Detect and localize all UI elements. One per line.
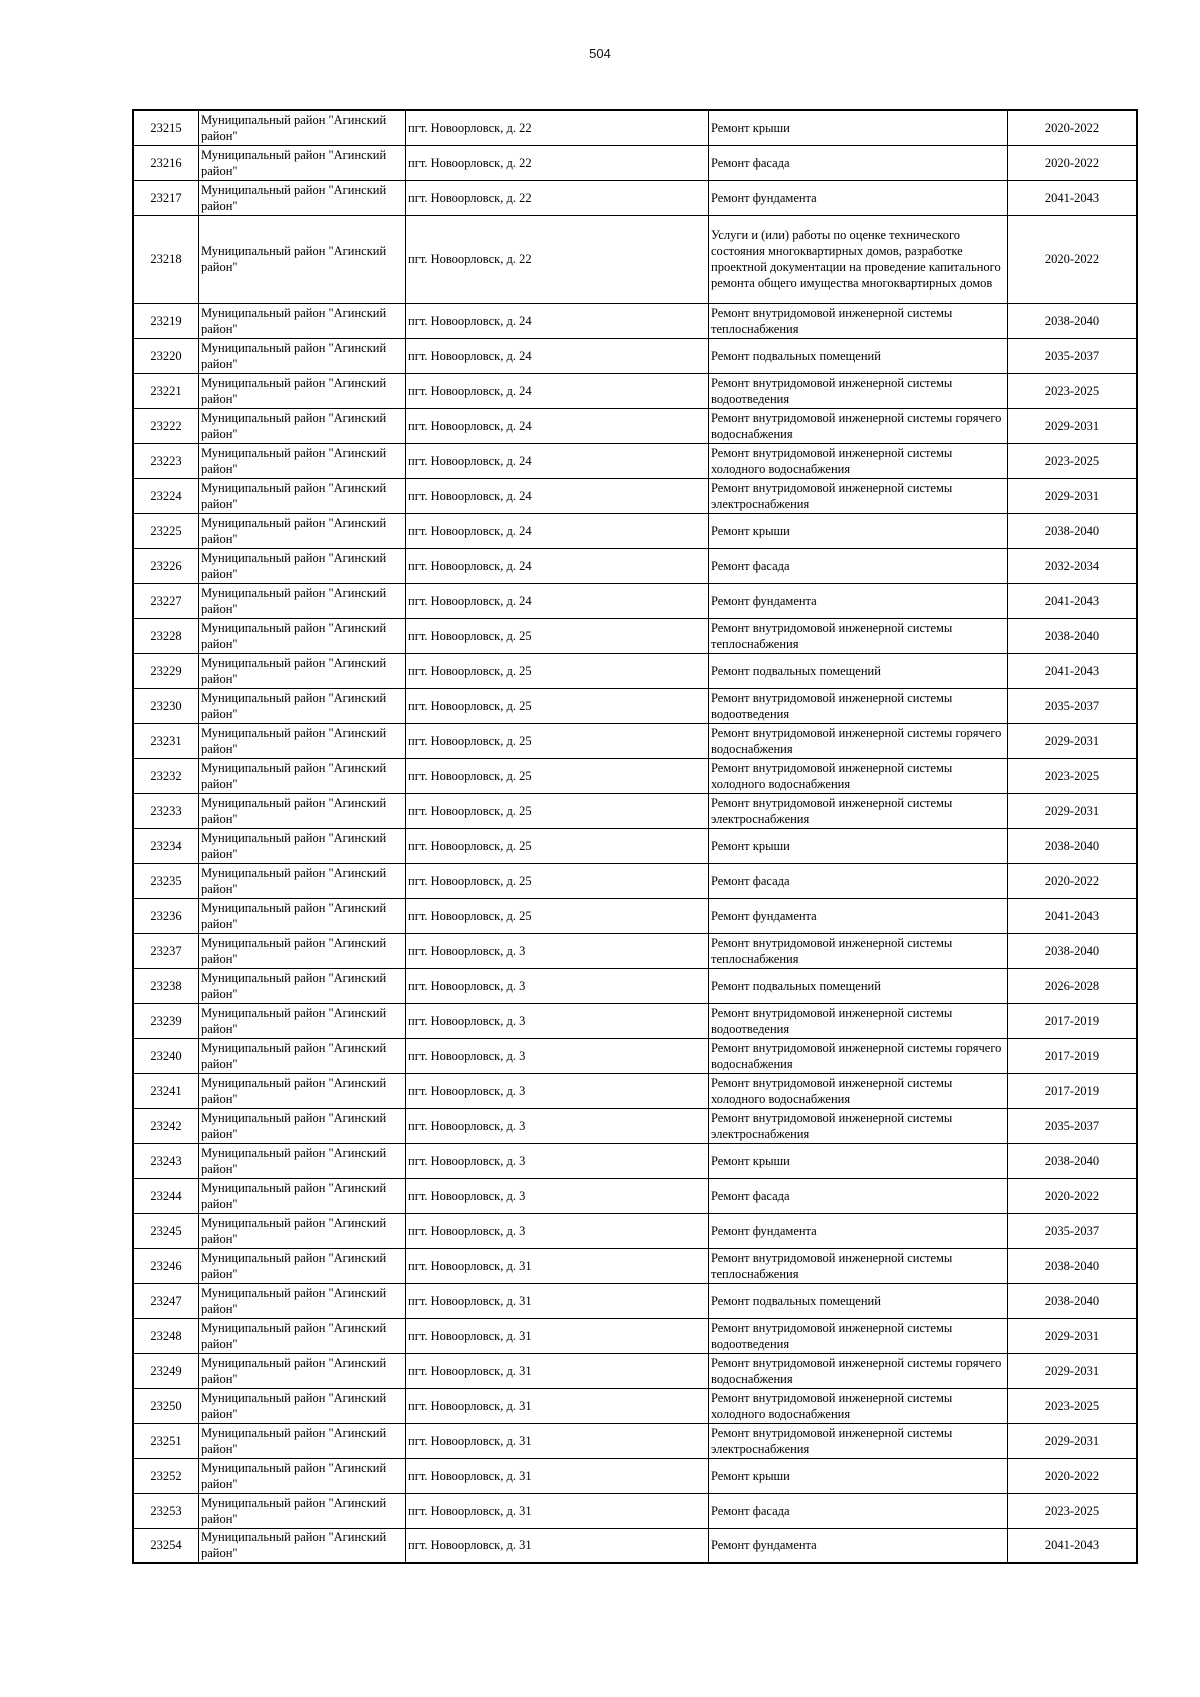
work-type-cell: Ремонт фундамента [709, 180, 1008, 215]
table-row [133, 443, 1137, 478]
work-type-cell: Ремонт внутридомовой инженерной системы водоотведения [709, 688, 1008, 723]
work-type-cell: Ремонт внутридомовой инженерной системы горячего водоснабжения [709, 723, 1008, 758]
row-number-cell: 23242 [133, 1108, 199, 1143]
municipality-cell: Муниципальный район "Агинский район" [199, 968, 406, 1003]
address-cell: пгт. Новоорловск, д. 31 [406, 1283, 709, 1318]
municipality-cell: Муниципальный район "Агинский район" [199, 583, 406, 618]
work-type-cell: Ремонт внутридомовой инженерной системы горячего водоснабжения [709, 1038, 1008, 1073]
work-type-cell: Ремонт внутридомовой инженерной системы электроснабжения [709, 793, 1008, 828]
row-number-cell: 23221 [133, 373, 199, 408]
municipality-cell: Муниципальный район "Агинский район" [199, 828, 406, 863]
address-cell: пгт. Новоорловск, д. 25 [406, 898, 709, 933]
municipality-cell: Муниципальный район "Агинский район" [199, 1318, 406, 1353]
period-cell: 2023-2025 [1008, 443, 1138, 478]
municipality-cell: Муниципальный район "Агинский район" [199, 408, 406, 443]
row-number-cell: 23250 [133, 1388, 199, 1423]
period-cell: 2032-2034 [1008, 548, 1138, 583]
period-cell: 2038-2040 [1008, 1143, 1138, 1178]
row-number-cell: 23244 [133, 1178, 199, 1213]
period-cell: 2020-2022 [1008, 215, 1138, 303]
period-cell: 2038-2040 [1008, 513, 1138, 548]
row-number-cell: 23216 [133, 145, 199, 180]
address-cell: пгт. Новоорловск, д. 24 [406, 443, 709, 478]
address-cell: пгт. Новоорловск, д. 3 [406, 1178, 709, 1213]
row-number-cell: 23251 [133, 1423, 199, 1458]
address-cell: пгт. Новоорловск, д. 25 [406, 618, 709, 653]
row-number-cell: 23241 [133, 1073, 199, 1108]
row-number-cell: 23252 [133, 1458, 199, 1493]
address-cell: пгт. Новоорловск, д. 25 [406, 828, 709, 863]
work-type-cell: Ремонт внутридомовой инженерной системы водоотведения [709, 1318, 1008, 1353]
address-cell: пгт. Новоорловск, д. 31 [406, 1458, 709, 1493]
work-type-cell: Ремонт крыши [709, 513, 1008, 548]
period-cell: 2038-2040 [1008, 1248, 1138, 1283]
work-type-cell: Ремонт внутридомовой инженерной системы теплоснабжения [709, 1248, 1008, 1283]
address-cell: пгт. Новоорловск, д. 3 [406, 1213, 709, 1248]
table-row [133, 408, 1137, 443]
municipality-cell: Муниципальный район "Агинский район" [199, 215, 406, 303]
table-row [133, 1493, 1137, 1528]
table-row [133, 653, 1137, 688]
municipality-cell: Муниципальный район "Агинский район" [199, 863, 406, 898]
row-number-cell: 23246 [133, 1248, 199, 1283]
period-cell: 2023-2025 [1008, 1388, 1138, 1423]
period-cell: 2035-2037 [1008, 1213, 1138, 1248]
address-cell: пгт. Новоорловск, д. 25 [406, 863, 709, 898]
municipality-cell: Муниципальный район "Агинский район" [199, 793, 406, 828]
address-cell: пгт. Новоорловск, д. 22 [406, 145, 709, 180]
work-type-cell: Ремонт крыши [709, 1458, 1008, 1493]
row-number-cell: 23254 [133, 1528, 199, 1563]
table-row [133, 478, 1137, 513]
period-cell: 2041-2043 [1008, 180, 1138, 215]
row-number-cell: 23230 [133, 688, 199, 723]
work-type-cell: Ремонт фундамента [709, 583, 1008, 618]
table-row [133, 1248, 1137, 1283]
municipality-cell: Муниципальный район "Агинский район" [199, 1248, 406, 1283]
row-number-cell: 23253 [133, 1493, 199, 1528]
row-number-cell: 23233 [133, 793, 199, 828]
municipality-cell: Муниципальный район "Агинский район" [199, 373, 406, 408]
municipality-cell: Муниципальный район "Агинский район" [199, 618, 406, 653]
address-cell: пгт. Новоорловск, д. 24 [406, 408, 709, 443]
row-number-cell: 23219 [133, 303, 199, 338]
period-cell: 2035-2037 [1008, 688, 1138, 723]
row-number-cell: 23240 [133, 1038, 199, 1073]
municipality-cell: Муниципальный район "Агинский район" [199, 1003, 406, 1038]
table-row [133, 1528, 1137, 1563]
repair-schedule-table [132, 109, 1138, 1564]
period-cell: 2038-2040 [1008, 618, 1138, 653]
address-cell: пгт. Новоорловск, д. 31 [406, 1248, 709, 1283]
work-type-cell: Ремонт внутридомовой инженерной системы водоотведения [709, 1003, 1008, 1038]
work-type-cell: Ремонт подвальных помещений [709, 1283, 1008, 1318]
period-cell: 2035-2037 [1008, 338, 1138, 373]
municipality-cell: Муниципальный район "Агинский район" [199, 1458, 406, 1493]
municipality-cell: Муниципальный район "Агинский район" [199, 1353, 406, 1388]
work-type-cell: Ремонт внутридомовой инженерной системы теплоснабжения [709, 618, 1008, 653]
address-cell: пгт. Новоорловск, д. 25 [406, 758, 709, 793]
address-cell: пгт. Новоорловск, д. 3 [406, 1003, 709, 1038]
address-cell: пгт. Новоорловск, д. 24 [406, 338, 709, 373]
table-row [133, 180, 1137, 215]
municipality-cell: Муниципальный район "Агинский район" [199, 1388, 406, 1423]
period-cell: 2041-2043 [1008, 653, 1138, 688]
address-cell: пгт. Новоорловск, д. 22 [406, 180, 709, 215]
municipality-cell: Муниципальный район "Агинский район" [199, 180, 406, 215]
work-type-cell: Ремонт внутридомовой инженерной системы горячего водоснабжения [709, 408, 1008, 443]
row-number-cell: 23245 [133, 1213, 199, 1248]
period-cell: 2029-2031 [1008, 1353, 1138, 1388]
table-row [133, 618, 1137, 653]
table-row [133, 1003, 1137, 1038]
row-number-cell: 23223 [133, 443, 199, 478]
period-cell: 2023-2025 [1008, 373, 1138, 408]
address-cell: пгт. Новоорловск, д. 24 [406, 303, 709, 338]
municipality-cell: Муниципальный район "Агинский район" [199, 723, 406, 758]
row-number-cell: 23222 [133, 408, 199, 443]
municipality-cell: Муниципальный район "Агинский район" [199, 1038, 406, 1073]
municipality-cell: Муниципальный район "Агинский район" [199, 145, 406, 180]
period-cell: 2029-2031 [1008, 793, 1138, 828]
address-cell: пгт. Новоорловск, д. 22 [406, 215, 709, 303]
work-type-cell: Ремонт фундамента [709, 898, 1008, 933]
row-number-cell: 23227 [133, 583, 199, 618]
municipality-cell: Муниципальный район "Агинский район" [199, 513, 406, 548]
table-row [133, 1423, 1137, 1458]
address-cell: пгт. Новоорловск, д. 22 [406, 110, 709, 145]
row-number-cell: 23247 [133, 1283, 199, 1318]
table-row [133, 1458, 1137, 1493]
work-type-cell: Ремонт внутридомовой инженерной системы холодного водоснабжения [709, 1388, 1008, 1423]
table-row [133, 968, 1137, 1003]
table-row [133, 338, 1137, 373]
municipality-cell: Муниципальный район "Агинский район" [199, 1108, 406, 1143]
row-number-cell: 23218 [133, 215, 199, 303]
table-row [133, 1073, 1137, 1108]
page-number: 504 [589, 46, 611, 61]
period-cell: 2020-2022 [1008, 110, 1138, 145]
municipality-cell: Муниципальный район "Агинский район" [199, 1283, 406, 1318]
address-cell: пгт. Новоорловск, д. 24 [406, 548, 709, 583]
work-type-cell: Услуги и (или) работы по оценке технического состояния многоквартирных домов, разработке проектной документации на проведение капитального ремонта общего имущества многоквартирных домов [709, 215, 1008, 303]
period-cell: 2029-2031 [1008, 723, 1138, 758]
period-cell: 2020-2022 [1008, 1458, 1138, 1493]
work-type-cell: Ремонт фасада [709, 1493, 1008, 1528]
address-cell: пгт. Новоорловск, д. 31 [406, 1528, 709, 1563]
period-cell: 2038-2040 [1008, 933, 1138, 968]
work-type-cell: Ремонт фасада [709, 1178, 1008, 1213]
work-type-cell: Ремонт внутридомовой инженерной системы холодного водоснабжения [709, 1073, 1008, 1108]
municipality-cell: Муниципальный район "Агинский район" [199, 338, 406, 373]
row-number-cell: 23237 [133, 933, 199, 968]
address-cell: пгт. Новоорловск, д. 31 [406, 1318, 709, 1353]
row-number-cell: 23239 [133, 1003, 199, 1038]
table-row [133, 1283, 1137, 1318]
work-type-cell: Ремонт подвальных помещений [709, 968, 1008, 1003]
period-cell: 2017-2019 [1008, 1038, 1138, 1073]
table-row [133, 1318, 1137, 1353]
municipality-cell: Муниципальный район "Агинский район" [199, 110, 406, 145]
work-type-cell: Ремонт фундамента [709, 1528, 1008, 1563]
row-number-cell: 23248 [133, 1318, 199, 1353]
row-number-cell: 23234 [133, 828, 199, 863]
municipality-cell: Муниципальный район "Агинский район" [199, 548, 406, 583]
row-number-cell: 23224 [133, 478, 199, 513]
municipality-cell: Муниципальный район "Агинский район" [199, 1493, 406, 1528]
work-type-cell: Ремонт крыши [709, 828, 1008, 863]
address-cell: пгт. Новоорловск, д. 3 [406, 1038, 709, 1073]
row-number-cell: 23215 [133, 110, 199, 145]
table-body [133, 110, 1137, 1563]
address-cell: пгт. Новоорловск, д. 31 [406, 1353, 709, 1388]
address-cell: пгт. Новоорловск, д. 25 [406, 688, 709, 723]
row-number-cell: 23229 [133, 653, 199, 688]
work-type-cell: Ремонт фасада [709, 145, 1008, 180]
table-row [133, 145, 1137, 180]
table-row [133, 548, 1137, 583]
table-row [133, 828, 1137, 863]
period-cell: 2029-2031 [1008, 478, 1138, 513]
work-type-cell: Ремонт фасада [709, 863, 1008, 898]
municipality-cell: Муниципальный район "Агинский район" [199, 758, 406, 793]
work-type-cell: Ремонт внутридомовой инженерной системы холодного водоснабжения [709, 758, 1008, 793]
row-number-cell: 23235 [133, 863, 199, 898]
table-row [133, 863, 1137, 898]
table-row [133, 1143, 1137, 1178]
municipality-cell: Муниципальный район "Агинский район" [199, 898, 406, 933]
period-cell: 2041-2043 [1008, 898, 1138, 933]
table-row [133, 1353, 1137, 1388]
municipality-cell: Муниципальный район "Агинский район" [199, 478, 406, 513]
address-cell: пгт. Новоорловск, д. 25 [406, 793, 709, 828]
period-cell: 2041-2043 [1008, 1528, 1138, 1563]
period-cell: 2029-2031 [1008, 408, 1138, 443]
address-cell: пгт. Новоорловск, д. 3 [406, 933, 709, 968]
table-row [133, 898, 1137, 933]
work-type-cell: Ремонт внутридомовой инженерной системы горячего водоснабжения [709, 1353, 1008, 1388]
table-row [133, 723, 1137, 758]
municipality-cell: Муниципальный район "Агинский район" [199, 653, 406, 688]
table-row [133, 933, 1137, 968]
address-cell: пгт. Новоорловск, д. 3 [406, 968, 709, 1003]
table-row [133, 215, 1137, 303]
address-cell: пгт. Новоорловск, д. 31 [406, 1493, 709, 1528]
period-cell: 2026-2028 [1008, 968, 1138, 1003]
address-cell: пгт. Новоорловск, д. 24 [406, 513, 709, 548]
row-number-cell: 23243 [133, 1143, 199, 1178]
row-number-cell: 23220 [133, 338, 199, 373]
work-type-cell: Ремонт внутридомовой инженерной системы электроснабжения [709, 1108, 1008, 1143]
table-row [133, 688, 1137, 723]
work-type-cell: Ремонт внутридомовой инженерной системы электроснабжения [709, 1423, 1008, 1458]
table-row [133, 1038, 1137, 1073]
work-type-cell: Ремонт крыши [709, 1143, 1008, 1178]
work-type-cell: Ремонт внутридомовой инженерной системы теплоснабжения [709, 933, 1008, 968]
work-type-cell: Ремонт крыши [709, 110, 1008, 145]
table-row [133, 583, 1137, 618]
municipality-cell: Муниципальный район "Агинский район" [199, 1423, 406, 1458]
period-cell: 2017-2019 [1008, 1073, 1138, 1108]
period-cell: 2023-2025 [1008, 1493, 1138, 1528]
municipality-cell: Муниципальный район "Агинский район" [199, 1143, 406, 1178]
work-type-cell: Ремонт внутридомовой инженерной системы водоотведения [709, 373, 1008, 408]
period-cell: 2020-2022 [1008, 1178, 1138, 1213]
row-number-cell: 23238 [133, 968, 199, 1003]
row-number-cell: 23225 [133, 513, 199, 548]
table-row [133, 1213, 1137, 1248]
row-number-cell: 23249 [133, 1353, 199, 1388]
address-cell: пгт. Новоорловск, д. 25 [406, 653, 709, 688]
period-cell: 2035-2037 [1008, 1108, 1138, 1143]
table-row [133, 110, 1137, 145]
work-type-cell: Ремонт внутридомовой инженерной системы электроснабжения [709, 478, 1008, 513]
municipality-cell: Муниципальный район "Агинский район" [199, 303, 406, 338]
work-type-cell: Ремонт внутридомовой инженерной системы теплоснабжения [709, 303, 1008, 338]
period-cell: 2038-2040 [1008, 828, 1138, 863]
period-cell: 2020-2022 [1008, 145, 1138, 180]
address-cell: пгт. Новоорловск, д. 24 [406, 478, 709, 513]
table-row [133, 793, 1137, 828]
municipality-cell: Муниципальный район "Агинский район" [199, 933, 406, 968]
address-cell: пгт. Новоорловск, д. 24 [406, 583, 709, 618]
period-cell: 2038-2040 [1008, 1283, 1138, 1318]
municipality-cell: Муниципальный район "Агинский район" [199, 1073, 406, 1108]
municipality-cell: Муниципальный район "Агинский район" [199, 443, 406, 478]
row-number-cell: 23226 [133, 548, 199, 583]
work-type-cell: Ремонт фасада [709, 548, 1008, 583]
address-cell: пгт. Новоорловск, д. 3 [406, 1108, 709, 1143]
municipality-cell: Муниципальный район "Агинский район" [199, 1178, 406, 1213]
period-cell: 2023-2025 [1008, 758, 1138, 793]
table-row [133, 1388, 1137, 1423]
table-row [133, 303, 1137, 338]
period-cell: 2041-2043 [1008, 583, 1138, 618]
work-type-cell: Ремонт подвальных помещений [709, 653, 1008, 688]
address-cell: пгт. Новоорловск, д. 31 [406, 1423, 709, 1458]
period-cell: 2038-2040 [1008, 303, 1138, 338]
period-cell: 2029-2031 [1008, 1318, 1138, 1353]
row-number-cell: 23236 [133, 898, 199, 933]
table-row [133, 513, 1137, 548]
address-cell: пгт. Новоорловск, д. 24 [406, 373, 709, 408]
row-number-cell: 23232 [133, 758, 199, 793]
period-cell: 2020-2022 [1008, 863, 1138, 898]
table-row [133, 373, 1137, 408]
table-row [133, 1108, 1137, 1143]
address-cell: пгт. Новоорловск, д. 31 [406, 1388, 709, 1423]
row-number-cell: 23217 [133, 180, 199, 215]
municipality-cell: Муниципальный район "Агинский район" [199, 1528, 406, 1563]
table-row [133, 758, 1137, 793]
period-cell: 2029-2031 [1008, 1423, 1138, 1458]
row-number-cell: 23228 [133, 618, 199, 653]
period-cell: 2017-2019 [1008, 1003, 1138, 1038]
row-number-cell: 23231 [133, 723, 199, 758]
address-cell: пгт. Новоорловск, д. 3 [406, 1073, 709, 1108]
address-cell: пгт. Новоорловск, д. 3 [406, 1143, 709, 1178]
address-cell: пгт. Новоорловск, д. 25 [406, 723, 709, 758]
work-type-cell: Ремонт фундамента [709, 1213, 1008, 1248]
municipality-cell: Муниципальный район "Агинский район" [199, 1213, 406, 1248]
municipality-cell: Муниципальный район "Агинский район" [199, 688, 406, 723]
work-type-cell: Ремонт подвальных помещений [709, 338, 1008, 373]
work-type-cell: Ремонт внутридомовой инженерной системы холодного водоснабжения [709, 443, 1008, 478]
table-row [133, 1178, 1137, 1213]
